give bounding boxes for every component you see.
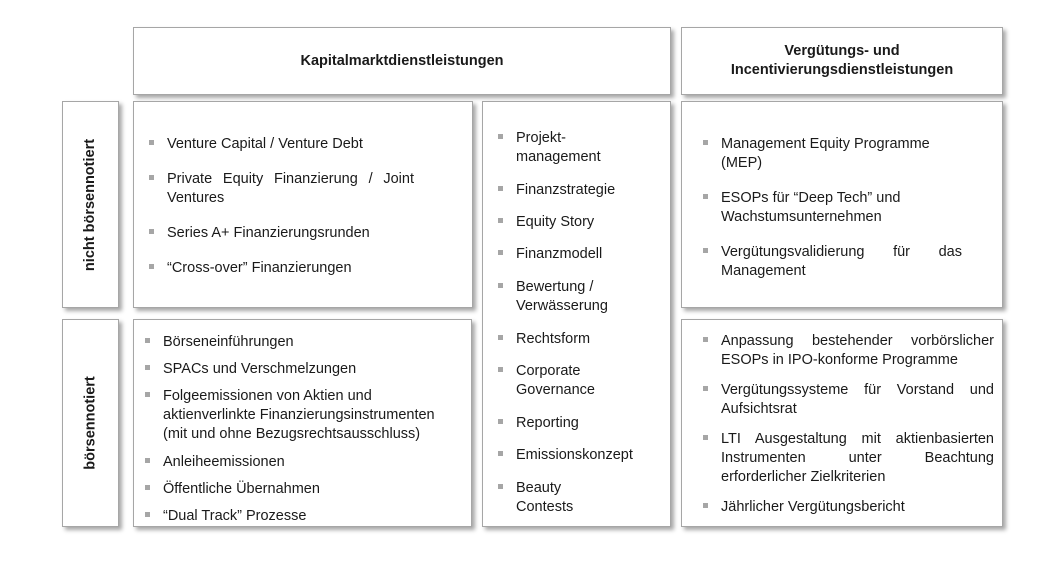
list-item: Folgeemissionen von Aktien und aktienverlinkte Finanzierungsinstrumenten (mit und ohne Bezugsrechtsausschluss)	[144, 387, 462, 444]
bullet-square-icon	[149, 175, 154, 180]
row-label-not-listed-text: nicht börsennotiert	[82, 138, 99, 271]
list-item: Venture Capital / Venture Debt	[148, 135, 414, 154]
row-label-listed-text: börsennotiert	[82, 376, 99, 470]
not-listed-compensation-list	[702, 135, 962, 295]
bullet-square-icon	[145, 512, 150, 517]
compensation-header	[681, 27, 1003, 95]
list-item: Corporate Governance	[497, 362, 617, 400]
list-item: SPACs und Verschmelzungen	[144, 360, 462, 379]
list-item: Series A+ Finanzierungsrunden	[148, 224, 414, 243]
list-item: Finanzmodell	[497, 245, 617, 264]
bullet-square-icon	[145, 485, 150, 490]
bullet-square-icon	[149, 140, 154, 145]
bullet-square-icon	[703, 435, 708, 440]
bullet-square-icon	[145, 458, 150, 463]
row-label-listed	[62, 319, 119, 527]
shared-services-box	[482, 101, 671, 527]
list-item: Management Equity Programme (MEP)	[702, 135, 962, 173]
list-item: Vergütungsvalidierung für das Management	[702, 243, 962, 281]
list-item: LTI Ausgestaltung mit aktienbasierten Instrumenten unter Beachtung erforderlicher Zielkriterien	[702, 430, 994, 487]
list-item: Projekt-management	[497, 129, 617, 167]
bullet-square-icon	[498, 451, 503, 456]
list-item: Bewertung / Verwässerung	[497, 278, 617, 316]
list-item: Anpassung bestehender vorbörslicher ESOPs in IPO-konforme Programme	[702, 332, 994, 370]
bullet-square-icon	[498, 335, 503, 340]
list-item: Jährlicher Vergütungsbericht	[702, 498, 994, 517]
bullet-square-icon	[149, 229, 154, 234]
bullet-square-icon	[498, 283, 503, 288]
list-item: Reporting	[497, 414, 617, 433]
listed-compensation-list	[702, 332, 994, 522]
bullet-square-icon	[498, 419, 503, 424]
bullet-square-icon	[498, 250, 503, 255]
compensation-title-line2: Incentivierungsdienstleistungen	[730, 62, 954, 78]
shared-services-list	[497, 129, 633, 515]
not-listed-capital-list	[148, 135, 414, 295]
list-item: Beauty Contests	[497, 479, 617, 517]
bullet-square-icon	[498, 186, 503, 191]
bullet-square-icon	[703, 248, 708, 253]
bullet-square-icon	[145, 392, 150, 397]
list-item: Private Equity Finanzierung / Joint Ventures	[148, 170, 414, 208]
capital-markets-header	[133, 27, 671, 95]
list-item: Börseneinführungen	[144, 333, 462, 352]
listed-capital-list	[144, 333, 462, 523]
list-item: Equity Story	[497, 213, 617, 232]
not-listed-compensation-box	[681, 101, 1003, 308]
list-item: ESOPs für “Deep Tech” und Wachstumsunternehmen	[702, 189, 962, 227]
list-item: Anleiheemissionen	[144, 453, 462, 472]
bullet-square-icon	[703, 194, 708, 199]
bullet-square-icon	[703, 337, 708, 342]
bullet-square-icon	[145, 365, 150, 370]
list-item: Rechtsform	[497, 330, 617, 349]
bullet-square-icon	[703, 386, 708, 391]
not-listed-capital-box	[133, 101, 473, 308]
row-label-not-listed	[62, 101, 119, 308]
bullet-square-icon	[703, 503, 708, 508]
bullet-square-icon	[703, 140, 708, 145]
capital-markets-title: Kapitalmarktdienstleistungen	[300, 52, 504, 69]
list-item: “Cross-over” Finanzierungen	[148, 259, 414, 278]
bullet-square-icon	[498, 218, 503, 223]
bullet-square-icon	[498, 484, 503, 489]
list-item: Vergütungssysteme für Vorstand und Aufsichtsrat	[702, 381, 994, 419]
bullet-square-icon	[145, 338, 150, 343]
compensation-title-line1: Vergütungs- und	[784, 43, 900, 59]
list-item: Öffentliche Übernahmen	[144, 480, 462, 499]
listed-capital-box	[133, 319, 472, 527]
bullet-square-icon	[498, 367, 503, 372]
bullet-square-icon	[149, 264, 154, 269]
list-item: “Dual Track” Prozesse	[144, 507, 462, 526]
list-item: Emissionskonzept	[497, 446, 617, 465]
listed-compensation-box	[681, 319, 1003, 527]
list-item: Finanzstrategie	[497, 181, 617, 200]
bullet-square-icon	[498, 134, 503, 139]
